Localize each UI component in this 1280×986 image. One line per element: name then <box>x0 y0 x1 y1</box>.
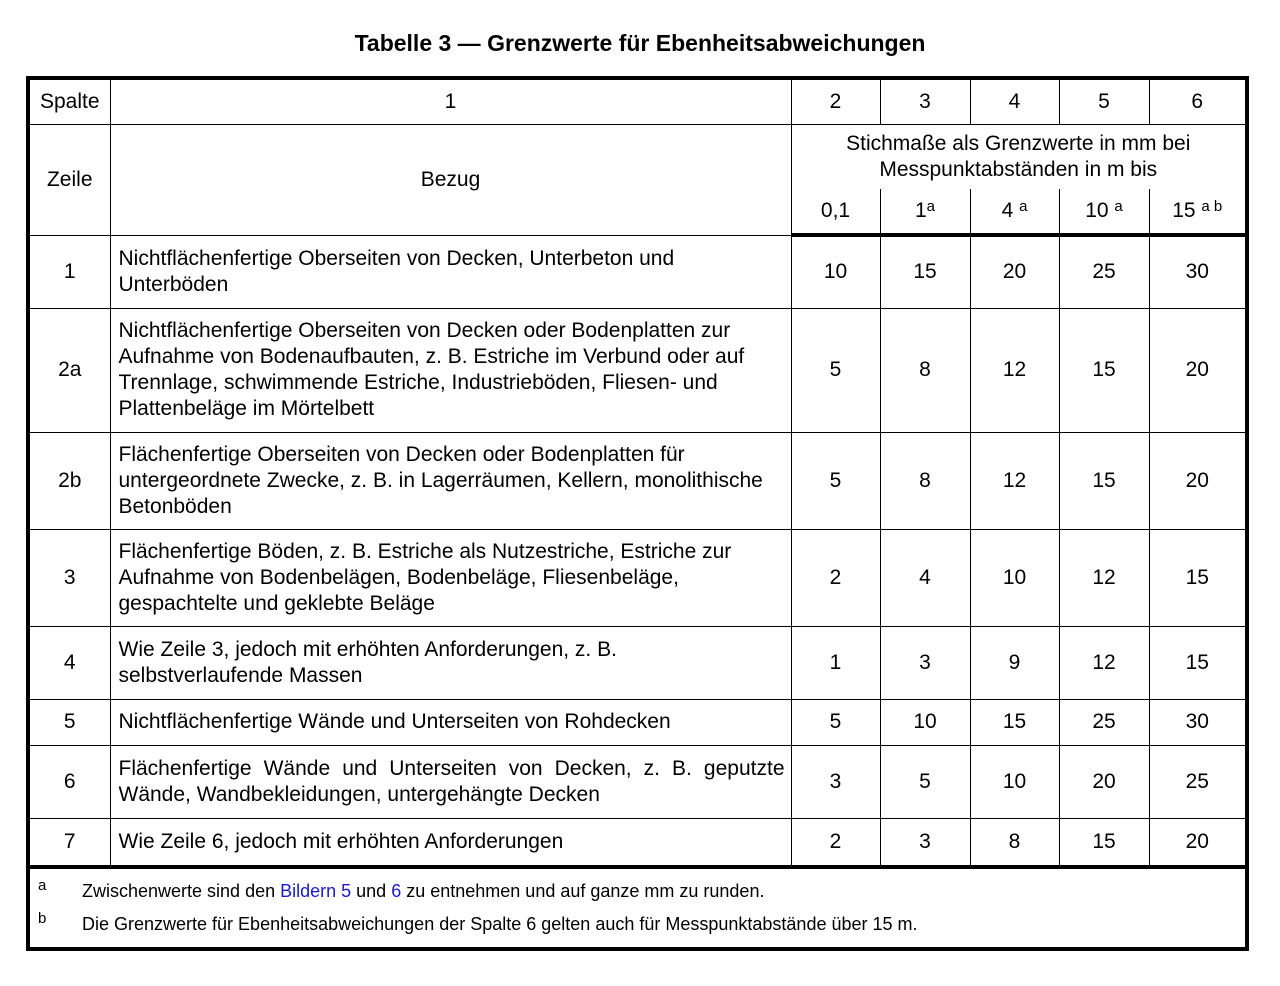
value-cell: 5 <box>791 308 880 432</box>
value-cell: 20 <box>1149 308 1247 432</box>
table-row <box>28 235 1247 308</box>
value-cell: 5 <box>791 432 880 529</box>
value-cell: 15 <box>1059 818 1149 867</box>
bezug-cell: Nichtflächenfertige Wände und Unterseiten von Rohdecken <box>110 699 791 745</box>
spalte-number: 4 <box>970 78 1059 125</box>
table-row <box>28 432 1247 529</box>
table-row <box>28 626 1247 699</box>
value-cell: 10 <box>970 529 1059 626</box>
footnote-ref: a <box>1019 198 1028 215</box>
distance-header <box>1059 189 1149 235</box>
zeile-cell: 2b <box>28 432 110 529</box>
value-cell: 12 <box>1059 626 1149 699</box>
value-cell: 15 <box>880 235 970 308</box>
value-cell: 8 <box>880 432 970 529</box>
bezug-cell: Flächenfertige Oberseiten von Decken oder Bodenplatten für untergeordnete Zwecke, z. B. in Lagerräumen, Kellern, monolithische Betonböden <box>110 432 791 529</box>
value-cell: 15 <box>1149 529 1247 626</box>
value-cell: 20 <box>1059 745 1149 818</box>
footnote-mark: a <box>38 876 47 894</box>
footnotes-cell <box>28 867 1247 949</box>
footnote-text: Die Grenzwerte für Ebenheitsabweichungen der Spalte 6 gelten auch für Messpunktabstände über 15 m. <box>82 913 918 934</box>
footnote-ref: a b <box>1201 198 1223 215</box>
header-row-1 <box>28 125 1247 190</box>
stichmasse-line-2: Messpunktabständen in m bis <box>879 158 1158 181</box>
footnote-ref: a <box>926 198 936 215</box>
flatness-limits-table <box>26 76 1249 951</box>
footnotes-row <box>28 867 1247 949</box>
value-cell: 10 <box>880 699 970 745</box>
value-cell: 9 <box>970 626 1059 699</box>
distance-value: 15 <box>1172 199 1196 222</box>
value-cell: 25 <box>1059 699 1149 745</box>
bezug-cell: Wie Zeile 6, jedoch mit erhöhten Anforderungen <box>110 818 791 867</box>
footnote-text-part: Zwischenwerte sind den <box>82 880 281 901</box>
value-cell: 4 <box>880 529 970 626</box>
zeile-cell: 1 <box>28 235 110 308</box>
value-cell: 25 <box>1059 235 1149 308</box>
footnote-text-part: zu entnehmen und auf ganze mm zu runden. <box>401 880 765 901</box>
spalte-number: 3 <box>880 78 970 125</box>
value-cell: 8 <box>970 818 1059 867</box>
value-cell: 20 <box>1149 818 1247 867</box>
value-cell: 5 <box>880 745 970 818</box>
value-cell: 15 <box>1059 308 1149 432</box>
bezug-label: Bezug <box>110 125 791 236</box>
spalte-row <box>28 78 1247 125</box>
bezug-cell: Flächenfertige Böden, z. B. Estriche als Nutzestriche, Estriche zur Aufnahme von Bodenbelägen, Bodenbeläge, Fliesenbeläge, gespachtelte und geklebte Beläge <box>110 529 791 626</box>
value-cell: 2 <box>791 529 880 626</box>
spalte-label: Spalte <box>28 78 110 125</box>
bezug-cell: Nichtflächenfertige Oberseiten von Decken, Unterbeton und Unterböden <box>110 235 791 308</box>
bezug-cell: Nichtflächenfertige Oberseiten von Decken oder Bodenplatten zur Aufnahme von Bodenaufbauten, z. B. Estriche im Verbund oder auf Trennlage, schwimmende Estriche, Industrieböden, Fliesen- und Plattenbeläge im Mörtelbett <box>110 308 791 432</box>
distance-value: 4 <box>1001 199 1014 222</box>
distance-header <box>880 189 970 235</box>
value-cell: 30 <box>1149 699 1247 745</box>
value-cell: 25 <box>1149 745 1247 818</box>
value-cell: 3 <box>880 626 970 699</box>
value-cell: 20 <box>970 235 1059 308</box>
distance-value: 1 <box>914 199 927 222</box>
zeile-label: Zeile <box>28 125 110 236</box>
value-cell: 10 <box>970 745 1059 818</box>
footnote-a <box>30 876 1245 902</box>
distance-header <box>1149 189 1247 235</box>
footnote-text-part: und <box>351 880 392 901</box>
zeile-cell: 2a <box>28 308 110 432</box>
value-cell: 12 <box>970 432 1059 529</box>
zeile-cell: 6 <box>28 745 110 818</box>
zeile-cell: 5 <box>28 699 110 745</box>
zeile-cell: 3 <box>28 529 110 626</box>
value-cell: 12 <box>970 308 1059 432</box>
value-cell: 2 <box>791 818 880 867</box>
stichmasse-line-1: Stichmaße als Grenzwerte in mm bei <box>846 132 1191 155</box>
value-cell: 1 <box>791 626 880 699</box>
footnote-ref: a <box>1114 198 1123 215</box>
table-title: Tabelle 3 — Grenzwerte für Ebenheitsabweichungen <box>354 30 926 56</box>
bild-6-link[interactable]: 6 <box>391 880 402 901</box>
value-cell: 15 <box>1059 432 1149 529</box>
footnote-mark: b <box>38 909 47 927</box>
bezug-cell: Wie Zeile 3, jedoch mit erhöhten Anforderungen, z. B. selbstverlaufende Massen <box>110 626 791 699</box>
value-cell: 30 <box>1149 235 1247 308</box>
value-cell: 15 <box>1149 626 1247 699</box>
distance-header <box>970 189 1059 235</box>
table-row <box>28 745 1247 818</box>
value-cell: 3 <box>880 818 970 867</box>
table-row <box>28 529 1247 626</box>
footnote-text <box>82 881 1245 902</box>
distance-header <box>791 189 880 235</box>
value-cell: 12 <box>1059 529 1149 626</box>
table-row <box>28 308 1247 432</box>
spalte-number: 2 <box>791 78 880 125</box>
distance-value: 0,1 <box>820 199 851 222</box>
footnote-b <box>30 909 1245 935</box>
value-cell: 15 <box>970 699 1059 745</box>
table-row <box>28 699 1247 745</box>
bilder-5-link[interactable]: Bildern 5 <box>280 880 352 901</box>
value-cell: 10 <box>791 235 880 308</box>
table-row <box>28 818 1247 867</box>
value-cell: 5 <box>791 699 880 745</box>
spalte-number: 6 <box>1149 78 1247 125</box>
value-cell: 8 <box>880 308 970 432</box>
value-cell: 20 <box>1149 432 1247 529</box>
zeile-cell: 4 <box>28 626 110 699</box>
stichmasse-header <box>791 125 1247 190</box>
spalte-number: 1 <box>110 78 791 125</box>
distance-value: 10 <box>1085 199 1109 222</box>
bezug-cell: Flächenfertige Wände und Unterseiten von Decken, z. B. geputzte Wände, Wandbekleidungen, untergehängte Decken <box>110 745 791 818</box>
value-cell: 3 <box>791 745 880 818</box>
spalte-number: 5 <box>1059 78 1149 125</box>
zeile-cell: 7 <box>28 818 110 867</box>
